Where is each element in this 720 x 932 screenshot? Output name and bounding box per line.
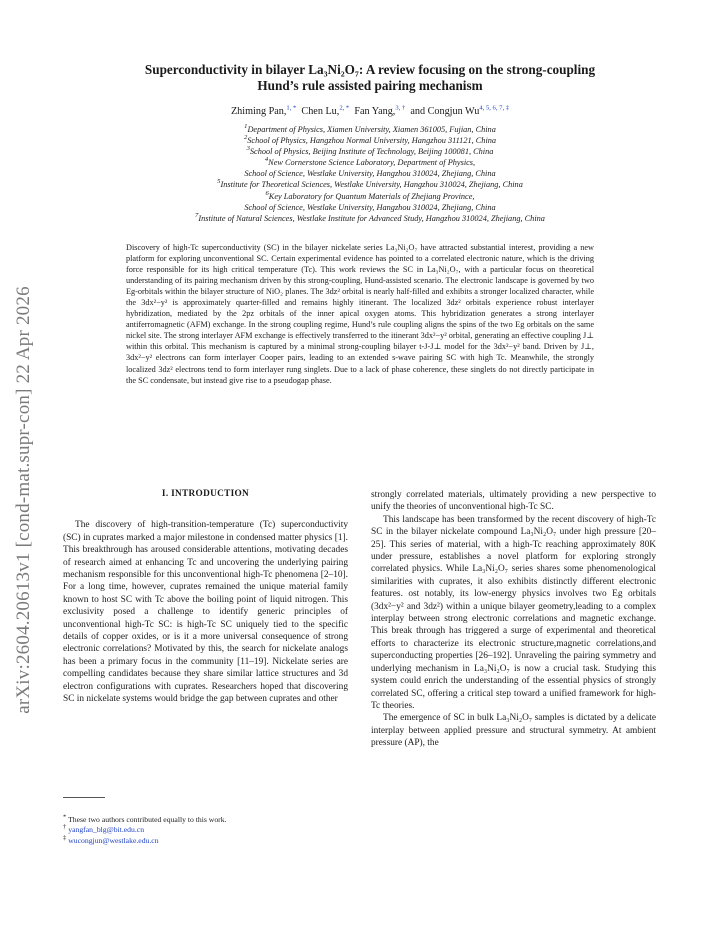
title-line-2: Hund’s rule assisted pairing mechanism — [257, 78, 483, 93]
author-3-marks[interactable]: 3, † — [395, 104, 406, 112]
section-heading-introduction: I. INTRODUCTION — [161, 489, 250, 499]
footnote-email-wu: ‡ wucongjun@westlake.edu.cn — [63, 834, 159, 845]
author-2: Chen Lu,$^{2, *}$ — [301, 104, 350, 117]
arxiv-stamp-text: arXiv:2604.20613v1 [cond-mat.supr-con] 22 Apr 2026 — [13, 286, 34, 714]
footnote-email-yang: † yangfan_blg@bit.edu.cn — [63, 823, 145, 835]
affiliation-4-cont: School of Science, Westlake University, Hangzhou 310024, Zhejiang, China — [244, 169, 496, 179]
author-4-marks[interactable]: 4, 5, 6, 7, ‡ — [479, 104, 510, 112]
right-column — [371, 489, 656, 750]
intro-paragraph-1: The discovery of high-transition-temperature (Tc) superconductivity (SC) in cuprates marked a major milestone in condensed matter physics [1]. This breakthrough has aroused considerable attentions, motivating decades of research aimed at enhancing Tc and uncovering the underlying pairing mechanism responsible for this unconventional high-Tc phenomena [2–10]. For a long time, however, cuprates remained the unique material family known to host SC with Tc above the boiling point of liquid nitrogen. This exclusivity posed a challenge to identify generic principles of unconventional high-Tc SC: is high-Tc SC uniquely tied to the specific details of copper oxides, or is it a more universal consequence of strong electronic correlations? Motivated by this, the search for nickelate analogs has been a primary focus in the community [11–19]. Nickelate series are compelling candidates because they share similar lattice structures and 3d electron configurations with cuprates. Researchers hoped that discovering SC in nickelate systems would bridge the gap between cuprates and other — [63, 520, 348, 705]
footnote-equal-contribution: * These two authors contributed equally to this work. — [63, 813, 227, 824]
email-link-yang[interactable]: yangfan_blg@bit.edu.cn — [68, 825, 145, 835]
author-4: and Congjun $Wu^{4, 5, 6, 7, \ddagger}$ — [410, 104, 510, 117]
author-1: Zhiming Pan,$^{1, *}$ — [230, 104, 297, 117]
author-2-marks[interactable]: 2, * — [339, 104, 350, 112]
affiliation-2: $^2$School of Physics, Hangzhou Normal University, Hangzhou 311121, China — [243, 134, 497, 146]
title-line-1: Superconductivity in bilayer La₃Ni₂O₇: A review focusing on the strong-coupling — [144, 62, 596, 77]
author-1-marks[interactable]: 1, * — [286, 104, 297, 112]
abstract: Discovery of high-Tc superconductivity (SC) in the bilayer nickelate series La₃Ni₂O₇ have attracted substantial interest, providing a new platform for exploring unconventional SC. Certain experimental evidence has pointed to a correlated electronic nature, which is the driving force responsible for its high critical temperature (Tc). This work reviews the SC in La₃Ni₂O₇, with a particular focus on theoretical understanding of its pairing mechanism driven by this strong-coupling, Hund-assisted scenario. The electronic landscape is governed by two Eg-orbitals within the bilayer structure of NiO₂ planes. The 3dz² orbital is nearly half-filled and exhibits a stronger localized character, while the 3dx²−y² is approximately quarter-filled and remains highly itinerant. The localized 3dz² orbitals experience robust interlayer hybridization, mediated by the 2pz orbitals of the inner apical oxygen atoms. This hybridization generates a strong interlayer antiferromagnetic (AFM) exchange. In the strong coupling regime, Hund’s rule coupling aligns the spins of the two Eg orbitals on the same nickel site. The strong interlayer AFM exchange is effectively transferred to the itinerant 3dx²−y² orbital, generating an effective coupling J⊥ within this orbital. This mechanism is captured by a minimal strong-coupling bilayer t-J-J⊥ model for the 3dx²−y² band. Driven by J⊥, 3dx²−y² electrons can form interlayer Cooper pairs, leading to an extended s-wave pairing SC with high Tc. Meanwhile, the strongly localized 3dz² electrons tend to form interlayer rung singlets. Due to a lack of phase coherence, these singlets do not directly participate in the SC condensate, but instead give rise to a pseudogap phase. — [126, 243, 594, 385]
affiliation-6: $^6$Key Laboratory for Quantum Materials of Zhejiang Province, — [265, 189, 475, 201]
email-link-wu[interactable]: wucongjun@westlake.edu.cn — [68, 835, 159, 845]
footnotes — [63, 815, 348, 846]
left-column — [63, 488, 348, 706]
affiliation-3: $^3$School of Physics, Beijing Institute of Technology, Beijing 100081, China — [246, 145, 494, 157]
affiliation-list — [60, 124, 680, 224]
paper-title — [60, 62, 680, 94]
affiliation-7: $^7$Institute of Natural Sciences, Westlake Institute for Advanced Study, Hangzhou 310024, Zhejiang, China — [195, 211, 545, 223]
arxiv-identifier-stamp — [4, 220, 44, 780]
right-paragraph-2: This landscape has been transformed by the recent discovery of high-Tc SC in the bilayer nickelate compound La₃Ni₂O₇ under high pressure [20–25]. This series of material, with a high-Tc reaching approximately 80K under pressure, establishes a novel platform for exploring strongly correlated physics. While La₃Ni₂O₇ series shares some phenomenological similarities with cuprates, it also exhibits distinctly different electronic features. ost notably, its low-energy physics involves two Eg orbitals (3dx²−y² and 3dz²) within a unique bilayer geometry,leading to a complex interplay between strong electronic correlations and magnetic exchange. This break through has triggered a surge of experimental and theoretical efforts to characterize its electronic structure,magnetic correlations,and superconducting properties [26–192]. Unraveling the pairing symmetry and underlying mechanism in La₃Ni₂O₇ is now a crucial task. Studying this system could enrich the understanding of the essential physics of strongly correlated SC, offering a critical step toward a unified framework for high-Tc theories. — [371, 514, 656, 711]
right-paragraph-3: The emergence of SC in bulk La₃Ni₂O₇ samples is dictated by a delicate interplay between applied pressure and structural symmetry. At ambient pressure (AP), the — [371, 713, 656, 749]
author-3: Fan Yang,$^{3, \dagger}$ — [354, 104, 406, 117]
affiliation-5: $^5$Institute for Theoretical Sciences, Westlake University, Hangzhou 310024, Zhejiang, China — [217, 178, 523, 190]
author-list — [60, 106, 680, 117]
affiliation-6-cont: School of Science, Westlake University, Hangzhou 310024, Zhejiang, China — [244, 202, 496, 212]
affiliation-1: $^1$Department of Physics, Xiamen University, Xiamen 361005, Fujian, China — [244, 123, 496, 134]
right-paragraph-1: strongly correlated materials, ultimately providing a new perspective to unify the theories of unconventional high-Tc SC. — [371, 490, 656, 513]
footnote-divider — [63, 797, 105, 798]
affiliation-4: $^4$New Cornerstone Science Laboratory, Department of Physics, — [264, 156, 476, 168]
